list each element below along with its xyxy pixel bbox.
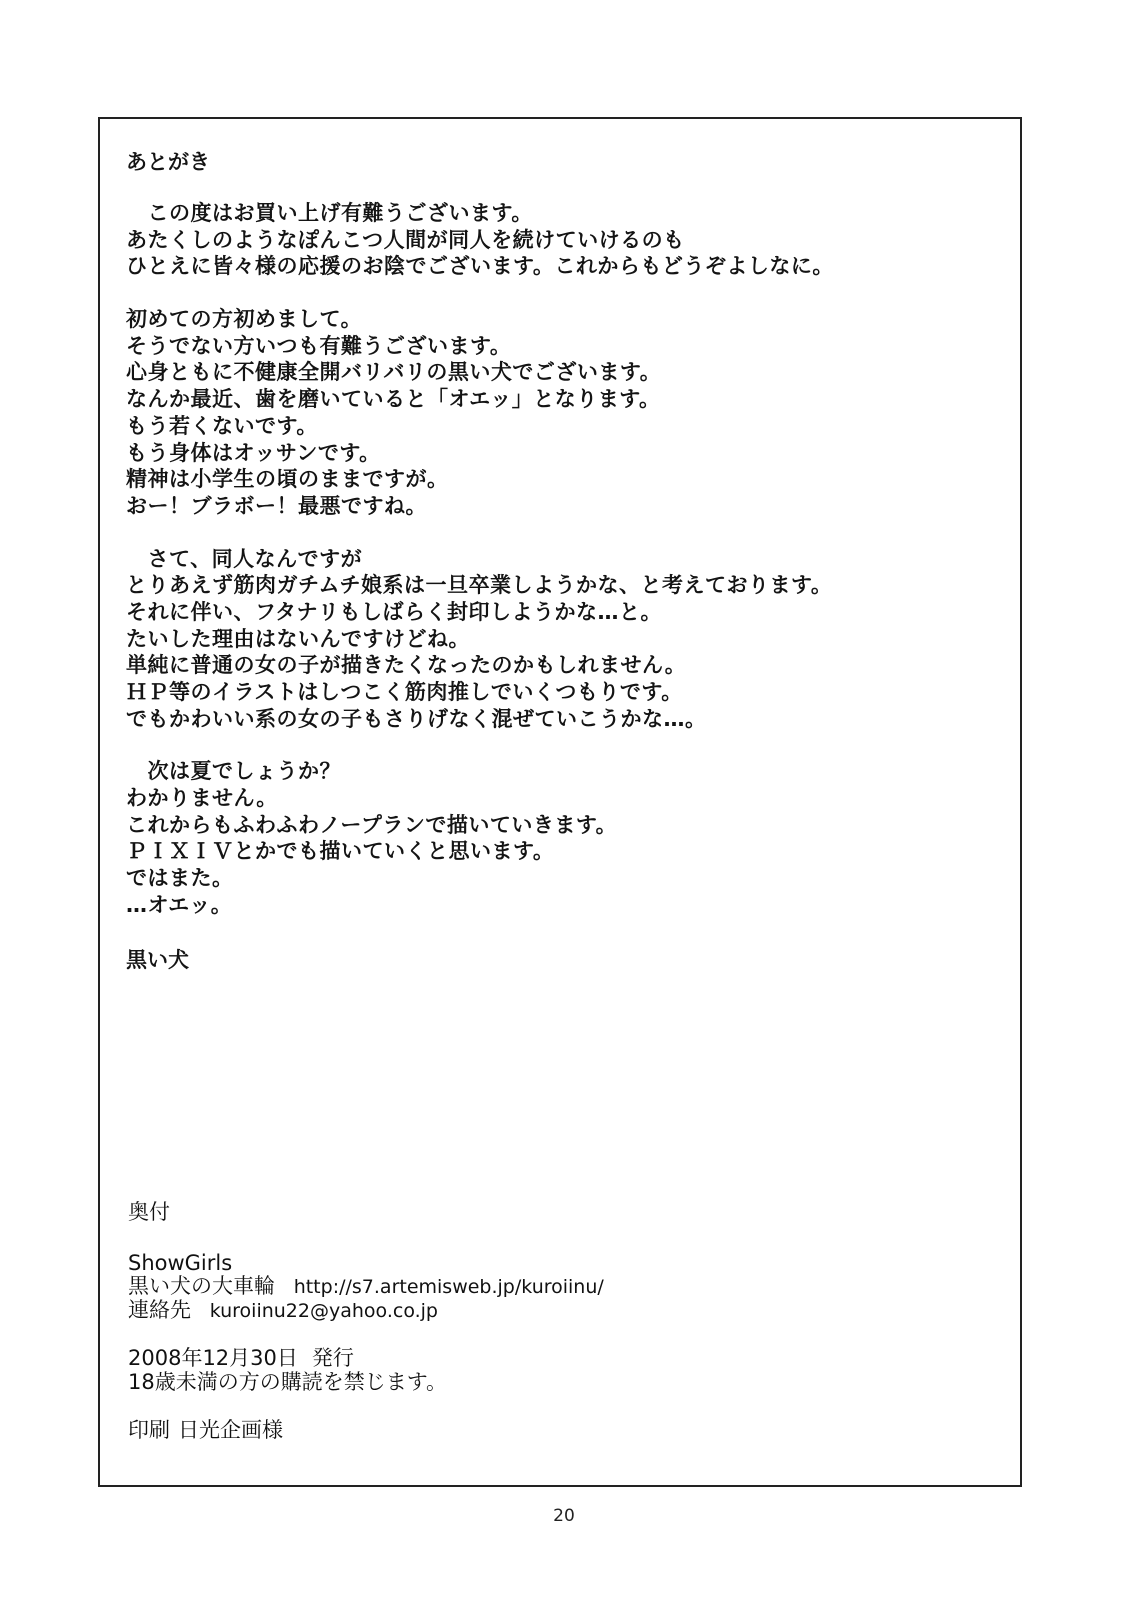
afterword-line: さて、同人なんですが — [126, 546, 363, 571]
afterword-line: とりあえず筋肉ガチムチ娘系は一旦卒業しようかな、と考えております。 — [126, 573, 833, 598]
afterword-section — [126, 146, 1006, 975]
afterword-line: 精神は小学生の頃のままですが。 — [126, 467, 449, 492]
spacer — [128, 1322, 988, 1346]
afterword-paragraph — [126, 306, 1006, 520]
afterword-line: ＨＰ等のイラストはしつこく筋肉推しでいくつもりです。 — [126, 680, 683, 704]
website-url: http://s7.artemisweb.jp/kuroiinu/ — [293, 1276, 604, 1298]
age-notice: 18歳未満の方の購読を禁じます。 — [128, 1370, 448, 1394]
afterword-line: ＰＩＸＩＶとかでも描いていくと思います。 — [126, 839, 555, 864]
colophon-section — [128, 1198, 988, 1442]
afterword-line: ではまた。 — [126, 866, 234, 891]
afterword-paragraph — [126, 546, 1006, 733]
colophon-heading: 奥付 — [128, 1200, 170, 1224]
afterword-line: …オエッ。 — [126, 892, 233, 917]
afterword-line: あたくしのようなぽんこつ人間が同人を続けていけるのも — [126, 227, 685, 252]
afterword-line: たいした理由はないんですけどね。 — [126, 626, 470, 651]
afterword-line: この度はお買い上げ有難うございます。 — [126, 201, 533, 225]
afterword-line: ひとえに皆々様の応援のお陰でございます。これからもどうぞよしなに。 — [126, 254, 834, 279]
afterword-line: 初めての方初めまして。 — [126, 307, 363, 332]
printer-label: 印刷 — [128, 1418, 170, 1442]
afterword-line: でもかわいい系の女の子もさりげなく混ぜていこうかな…。 — [126, 706, 707, 731]
afterword-title: あとがき — [126, 150, 210, 174]
afterword-line: もう若くないです。 — [126, 413, 318, 438]
afterword-line: 単純に普通の女の子が描きたくなったのかもしれません。 — [126, 653, 687, 678]
contact-row — [128, 1298, 988, 1322]
spacer — [128, 1394, 988, 1418]
afterword-line: もう身体はオッサンです。 — [126, 440, 381, 465]
afterword-line: これからもふわふわノープランで描いていきます。 — [126, 812, 618, 837]
contact-email: kuroiinu22@yahoo.co.jp — [209, 1300, 438, 1322]
afterword-line: わかりません。 — [126, 786, 278, 811]
circle-name: ShowGirls — [128, 1251, 233, 1275]
afterword-signature: 黒い犬 — [126, 947, 189, 972]
afterword-line: 心身ともに不健康全開バリバリの黒い犬でございます。 — [126, 360, 662, 385]
afterword-line: 次は夏でしょうか？ — [126, 759, 341, 784]
afterword-line: なんか最近、歯を磨いていると「オエッ」となります。 — [126, 387, 661, 412]
page-number: 20 — [553, 1506, 575, 1526]
contact-label: 連絡先 — [128, 1298, 191, 1322]
afterword-line: それに伴い、フタナリもしばらく封印しようかな…と。 — [126, 599, 663, 624]
afterword-paragraph — [126, 200, 1006, 280]
printer-row — [128, 1418, 988, 1442]
afterword-line: おー！ブラボー！最悪ですね。 — [126, 493, 427, 518]
publication-date-row — [128, 1346, 988, 1370]
afterword-paragraph — [126, 758, 1006, 918]
printer-name: 日光企画様 — [178, 1418, 283, 1442]
author-row — [128, 1274, 988, 1298]
author-label: 黒い犬の大車輪 — [128, 1274, 275, 1298]
publication-date: 2008年12月30日 — [128, 1346, 298, 1370]
afterword-line: そうでない方いつも有難うございます。 — [126, 333, 512, 358]
issued-label: 発行 — [311, 1346, 354, 1370]
